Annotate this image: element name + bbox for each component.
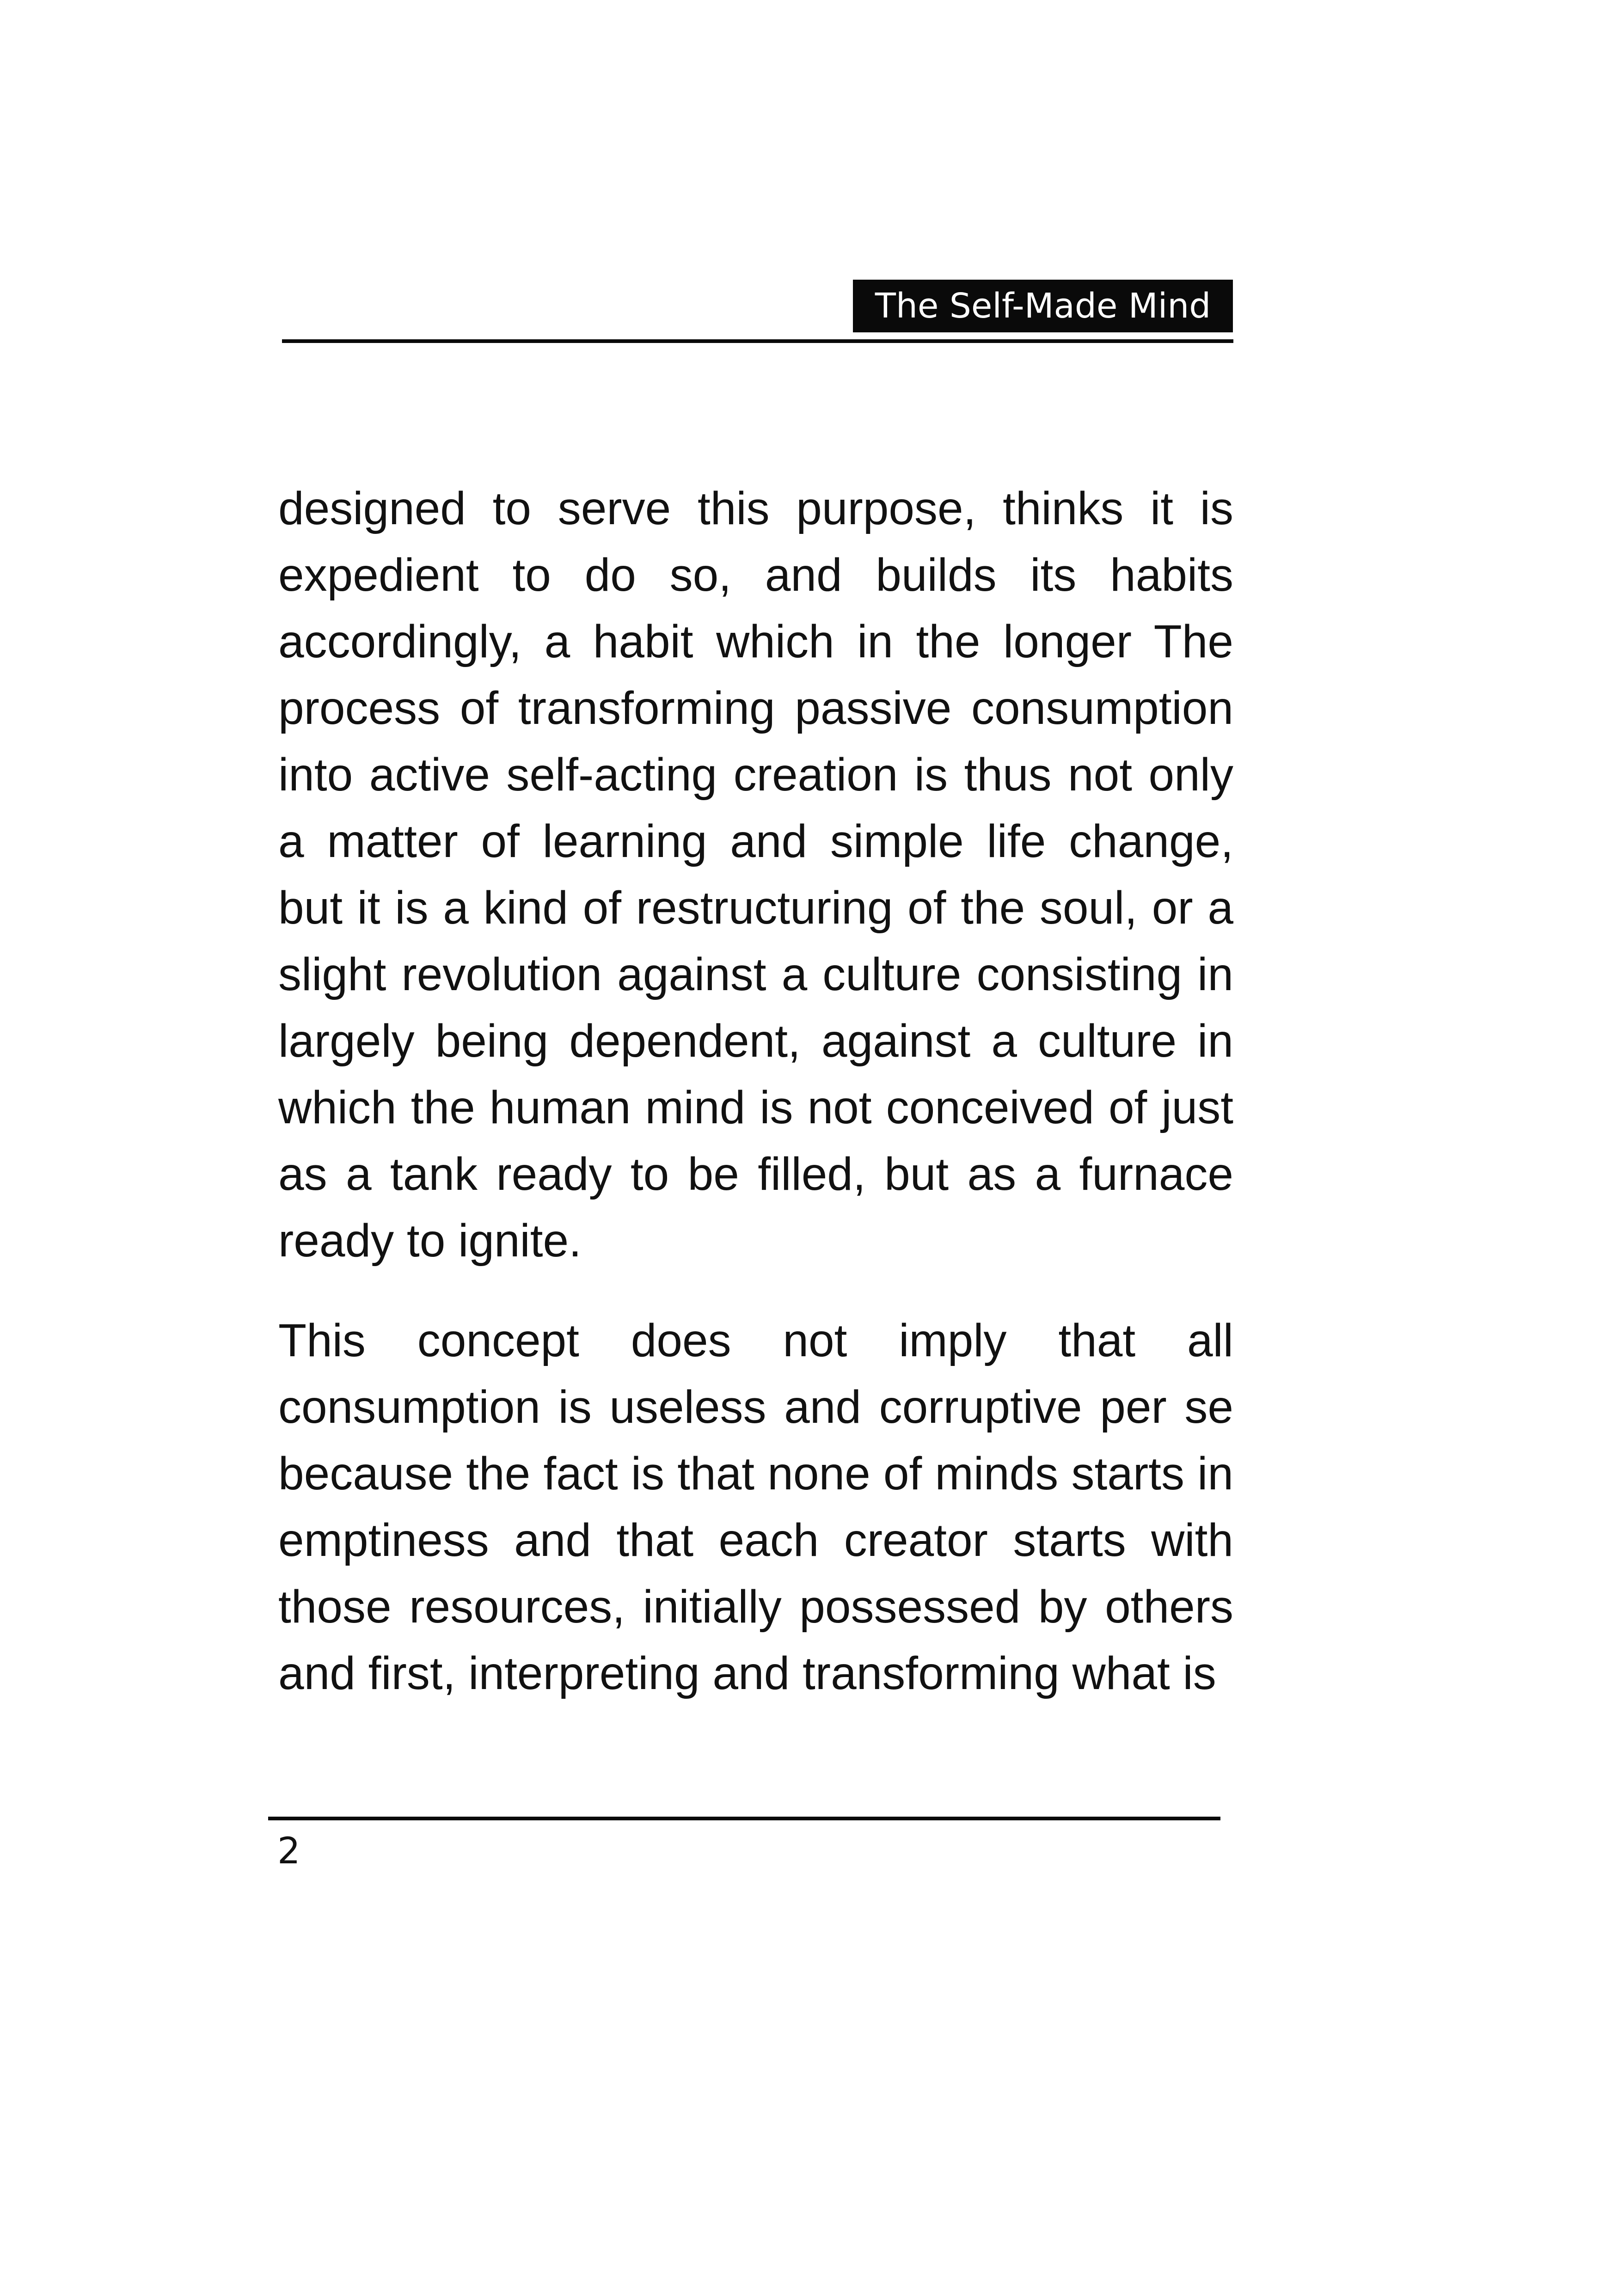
paragraph-1: designed to serve this purpose, thinks it is expedient to do so, and builds its habits accordingly, a habit which in the longer The process of transforming passive consumption into active self-acting creation is thus not only a matter of learning and simple life change, but it is a kind of restructuring of the soul, or a slight revolution against a culture consisting in largely being dependent, against a culture in which the human mind is not conceived of just as a tank ready to be filled, but as a furnace ready to ignite. (278, 483, 1233, 1267)
running-header-title: The Self-Made Mind (853, 280, 1233, 332)
header-rule (282, 339, 1233, 343)
page-number: 2 (277, 1831, 300, 1872)
footer-rule (268, 1817, 1220, 1820)
page-body (278, 475, 1233, 1707)
paragraph-2: This concept does not imply that all consumption is useless and corruptive per se because the fact is that none of minds starts in emptiness and that each creator starts with those resources, initially possessed by others and first, interpreting and transforming what is (278, 1315, 1233, 1699)
